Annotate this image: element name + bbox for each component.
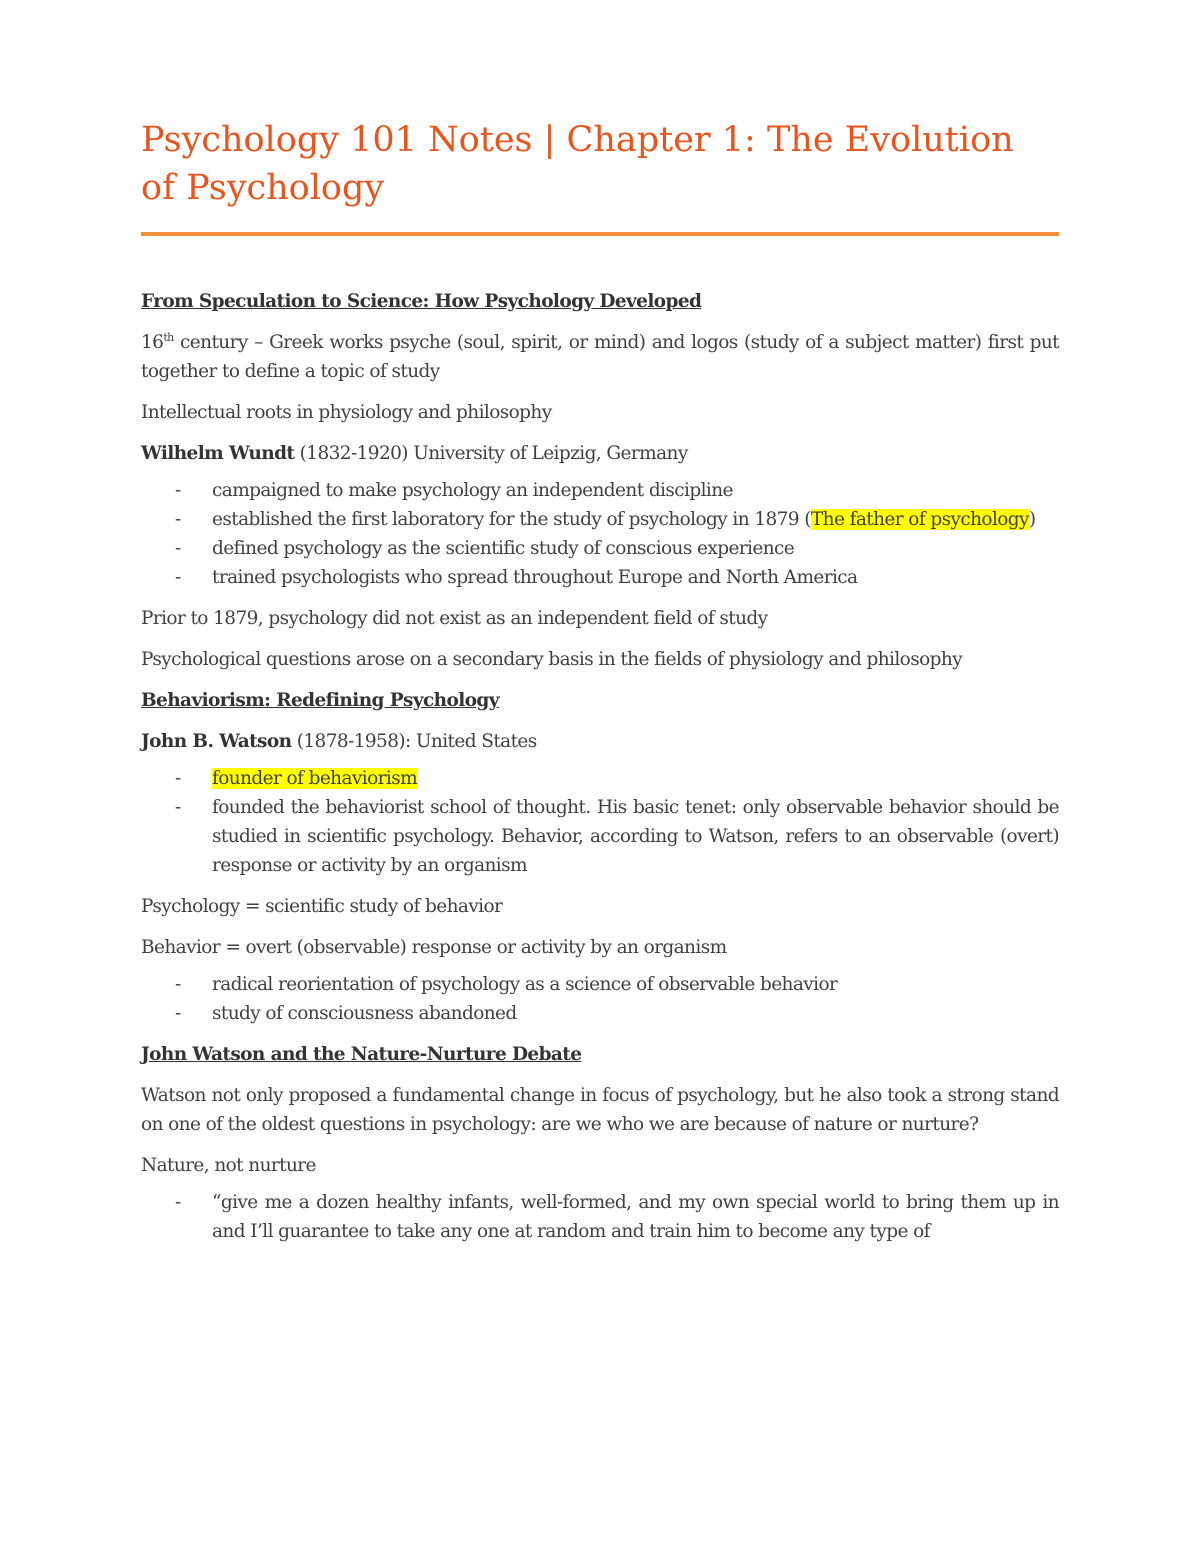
dash-marker: - [175,480,181,501]
dash-marker: - [175,797,181,818]
list-item [141,999,1059,1028]
bullet-list [141,1188,1059,1246]
list-item-text: defined psychology as the scientific study of conscious experience [212,538,795,559]
bullet-list [141,970,1059,1028]
person-name: John B. Watson [141,731,292,752]
list-item [141,764,1059,793]
list-item [141,534,1059,563]
list-item [141,563,1059,592]
list-item-text: campaigned to make psychology an independent discipline [212,480,733,501]
paragraph: Prior to 1879, psychology did not exist as an independent field of study [141,608,768,629]
dash-marker: - [175,509,181,530]
document-body [141,287,1059,1258]
paragraph: Psychological questions arose on a secondary basis in the fields of physiology and philosophy [141,649,963,670]
dash-marker: - [175,567,181,588]
paragraph: Behavior = overt (observable) response or activity by an organism [141,937,727,958]
list-item-text: founded the behaviorist school of thought. His basic tenet: only observable behavior should be studied in scientific psychology. Behavior, according to Watson, refers to an observable (overt) response or activity by an organism [212,797,1059,876]
list-item [141,476,1059,505]
dash-marker: - [175,1192,181,1213]
list-item-text: established the first laboratory for the study of psychology in 1879 ( [212,509,811,530]
section-heading [141,1040,1059,1069]
paragraph: Watson not only proposed a fundamental change in focus of psychology, but he also took a strong stand on one of the oldest questions in psychology: are we who we are because of nature or nurture? [141,1085,1059,1135]
dash-marker: - [175,1003,181,1024]
dash-marker: - [175,768,181,789]
bullet-list [141,764,1059,880]
section-heading-text: John Watson and the Nature-Nurture Debate [141,1044,582,1065]
document-title: Psychology 101 Notes | Chapter 1: The Evolution of Psychology [141,120,1014,208]
paragraph: Intellectual roots in physiology and philosophy [141,402,552,423]
list-item [141,970,1059,999]
person-name: Wilhelm Wundt [141,443,295,464]
list-item-text: study of consciousness abandoned [212,1003,517,1024]
paragraph [141,727,1059,756]
section-heading [141,287,1059,316]
text-span: century – Greek works psyche (soul, spirit, or mind) and logos (study of a subject matter) first put together to define a topic of study [141,332,1059,382]
text-span: 16 [141,332,164,353]
list-item-text: trained psychologists who spread throughout Europe and North America [212,567,858,588]
highlighted-text: The father of psychology [810,509,1029,530]
dash-marker: - [175,974,181,995]
list-item-text: radical reorientation of psychology as a science of observable behavior [212,974,838,995]
bullet-list [141,476,1059,592]
list-item-text: ) [1028,509,1036,530]
section-heading-text: Behaviorism: Redefining Psychology [141,690,499,711]
list-item [141,793,1059,880]
text-span: (1832-1920) University of Leipzig, Germany [294,443,688,464]
paragraph [141,439,1059,468]
section-heading-text: From Speculation to Science: How Psychology Developed [141,291,702,312]
list-item [141,505,1059,534]
paragraph [141,328,1059,386]
paragraph: Psychology = scientific study of behavior [141,896,503,917]
dash-marker: - [175,538,181,559]
title-divider [141,232,1059,236]
list-item [141,1188,1059,1246]
list-item-text: “give me a dozen healthy infants, well-formed, and my own special world to bring them up in and I’ll guarantee to take any one at random and train him to become any type of [212,1192,1059,1242]
highlighted-text: founder of behaviorism [212,768,418,789]
paragraph: Nature, not nurture [141,1155,316,1176]
section-heading [141,686,1059,715]
superscript: th [163,330,174,344]
text-span: (1878-1958): United States [291,731,537,752]
